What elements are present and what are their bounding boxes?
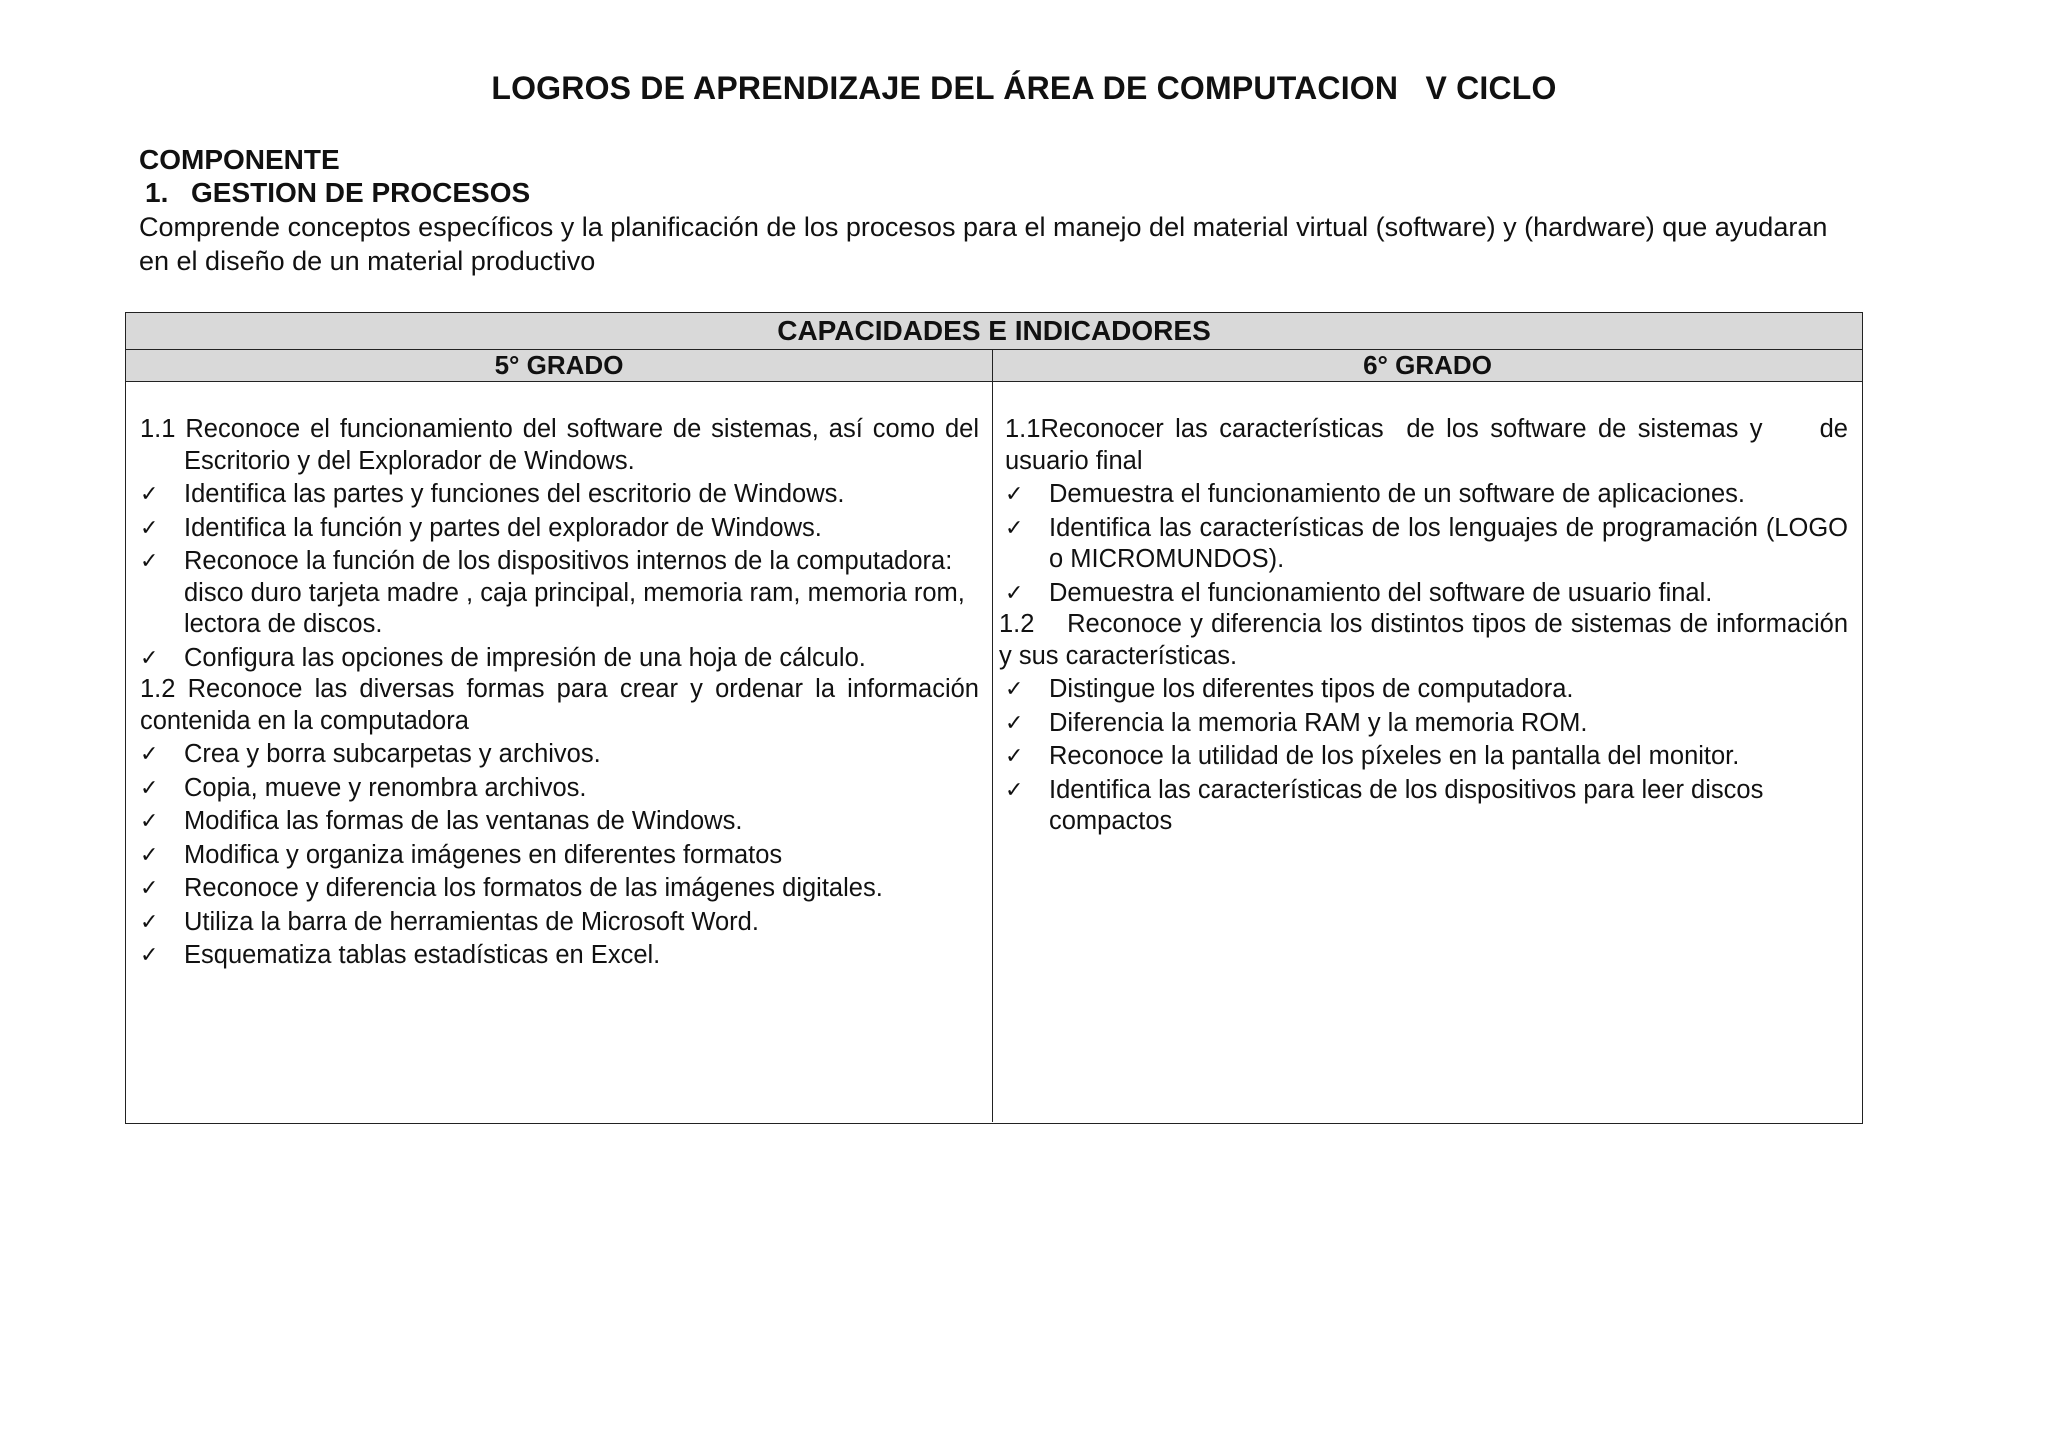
section-heading	[145, 177, 530, 209]
capacities-table	[125, 312, 1863, 1124]
indicator-text: Esquematiza tablas estadísticas en Excel.	[184, 941, 661, 969]
check-icon: ✓	[1005, 580, 1024, 606]
indicator-item	[140, 479, 979, 511]
indicator-item	[999, 513, 1848, 576]
grade-5-header: 5° GRADO	[126, 350, 993, 381]
check-icon: ✓	[1005, 744, 1024, 769]
indicator-text: Reconoce la función de los dispositivos internos de la computadora: disco duro tarjeta madre , caja principal, memoria ram, memoria rom, lectora de discos.	[184, 547, 965, 638]
indicator-text: Modifica y organiza imágenes en diferentes formatos	[184, 840, 783, 869]
component-label: COMPONENTE	[139, 144, 340, 175]
indicator-text: Identifica las características de los lenguajes de programación (LOGO o MICROMUNDOS).	[1049, 513, 1848, 573]
check-icon: ✓	[140, 842, 159, 868]
grade-header-row	[126, 350, 1862, 382]
indicator-text: Utiliza la barra de herramientas de Microsoft Word.	[184, 907, 759, 936]
indicator-text: Distingue los diferentes tipos de computadora.	[1049, 675, 1574, 703]
indicator-item	[999, 479, 1848, 511]
indicator-item	[999, 578, 1848, 610]
indicator-text: Modifica las formas de las ventanas de Windows.	[184, 807, 743, 835]
indicator-item	[999, 708, 1848, 740]
check-icon: ✓	[1005, 515, 1024, 541]
capacity-1-1: 1.1 Reconoce el funcionamiento del software de sistemas, así como del Escritorio y del Explorador de Windows.	[140, 415, 979, 475]
indicator-item	[140, 546, 979, 641]
check-icon: ✓	[140, 876, 159, 901]
indicator-item	[140, 907, 979, 939]
check-icon: ✓	[1005, 710, 1024, 736]
check-icon: ✓	[140, 909, 159, 935]
indicator-item	[140, 840, 979, 872]
indicator-item	[999, 775, 1848, 838]
document-title: LOGROS DE APRENDIZAJE DEL ÁREA DE COMPUTACION V CICLO	[491, 70, 1557, 106]
check-icon: ✓	[140, 515, 159, 541]
check-icon: ✓	[1005, 677, 1024, 702]
indicator-text: Crea y borra subcarpetas y archivos.	[184, 740, 601, 768]
indicator-text: Identifica las características de los dispositivos para leer discos compactos	[1049, 775, 1764, 835]
check-icon: ✓	[140, 809, 159, 834]
indicator-item	[999, 741, 1848, 773]
indicator-text: Demuestra el funcionamiento del software de usuario final.	[1049, 578, 1713, 607]
check-icon: ✓	[140, 549, 159, 574]
capacity-1-2: 1.2 Reconoce y diferencia los distintos tipos de sistemas de información y sus características.	[999, 610, 1856, 670]
table-body-row	[126, 382, 1862, 1122]
check-icon: ✓	[140, 742, 159, 767]
grade-6-header: 6° GRADO	[1363, 350, 1492, 380]
grade-6-column	[993, 382, 1862, 1122]
indicator-item	[140, 513, 979, 545]
indicator-text: Reconoce la utilidad de los píxeles en la pantalla del monitor.	[1049, 742, 1740, 770]
section-number: 1.	[145, 177, 169, 208]
indicator-text: Configura las opciones de impresión de una hoja de cálculo.	[184, 643, 866, 672]
indicator-item	[140, 806, 979, 838]
table-header: CAPACIDADES E INDICADORES	[126, 313, 1862, 350]
indicator-text: Identifica la función y partes del explorador de Windows.	[184, 513, 822, 542]
indicator-item	[140, 643, 979, 675]
indicator-item	[140, 773, 979, 805]
check-icon: ✓	[140, 645, 159, 671]
check-icon: ✓	[1005, 482, 1024, 507]
section-title: GESTION DE PROCESOS	[191, 177, 531, 208]
indicator-text: Identifica las partes y funciones del escritorio de Windows.	[184, 480, 845, 508]
capacity-1-1: 1.1Reconocer las características de los software de sistemas y de usuario final	[1005, 415, 1856, 475]
indicator-text: Copia, mueve y renombra archivos.	[184, 773, 587, 802]
check-icon: ✓	[140, 482, 159, 507]
indicator-text: Diferencia la memoria RAM y la memoria ROM.	[1049, 708, 1588, 737]
indicator-item	[140, 739, 979, 771]
indicator-text: Reconoce y diferencia los formatos de las imágenes digitales.	[184, 874, 883, 902]
component-description: Comprende conceptos específicos y la planificación de los procesos para el manejo del material virtual (software) y (hardware) que ayudaran en el diseño de un material productivo	[139, 212, 1828, 276]
indicator-item	[140, 940, 979, 972]
grade-5-column	[126, 382, 993, 1122]
check-icon: ✓	[140, 943, 159, 968]
indicator-item	[999, 674, 1848, 706]
capacity-1-2: 1.2 Reconoce las diversas formas para crear y ordenar la información contenida en la computadora	[140, 675, 979, 735]
indicator-text: Demuestra el funcionamiento de un software de aplicaciones.	[1049, 480, 1745, 508]
check-icon: ✓	[1005, 777, 1024, 803]
indicator-item	[140, 873, 979, 905]
check-icon: ✓	[140, 775, 159, 801]
